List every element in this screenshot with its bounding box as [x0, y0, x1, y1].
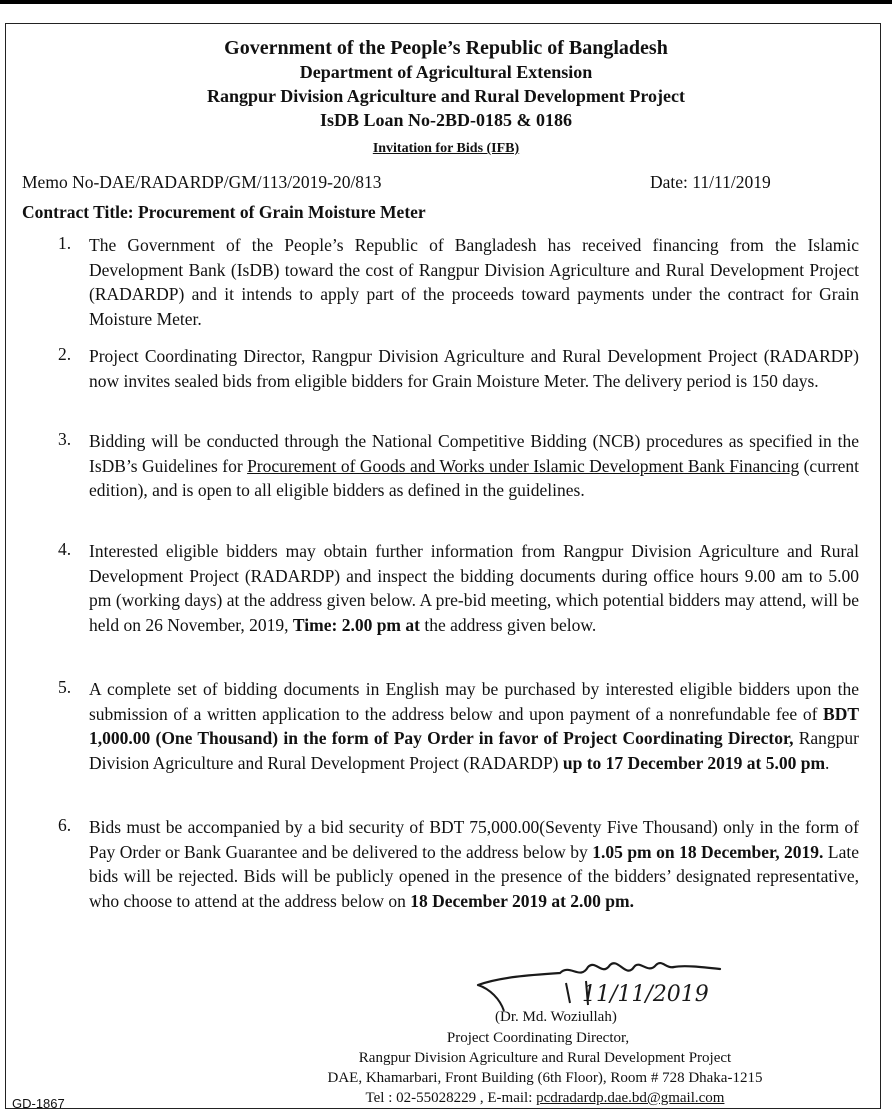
list-item-5: A complete set of bidding documents in English may be purchased by interested eligible bidders upon the submission of a written application to the address below and upon payment of a nonrefundable fee of BDT 1,000.00 (One Thousand) in the form of Pay Order in favor of Project Coordinating Director, Rangpur Division Agriculture and Rural Development Project (RADARDP) up to 17 December 2019 at 5.00 pm.	[89, 679, 859, 773]
contract-title: Contract Title: Procurement of Grain Moisture Meter	[22, 202, 426, 222]
item-number: 1.	[58, 233, 72, 253]
signatory-address: DAE, Khamarbari, Front Building (6th Floor), Room # 728 Dhaka-1215	[327, 1070, 763, 1086]
header-government: Government of the People’s Republic of Bangladesh	[224, 37, 668, 59]
top-rule	[0, 0, 892, 4]
header-project: Rangpur Division Agriculture and Rural Development Project	[207, 86, 685, 106]
svg-text:11/11/2019: 11/11/2019	[582, 982, 709, 1007]
header-department: Department of Agricultural Extension	[299, 62, 593, 82]
item-number: 2.	[58, 344, 72, 364]
item-number: 3.	[58, 429, 72, 449]
ifb-title: Invitation for Bids (IFB)	[372, 141, 520, 156]
memo-date: Date: 11/11/2019	[650, 172, 771, 192]
header-loan: IsDB Loan No-2BD-0185 & 0186	[319, 110, 573, 130]
signatory-name: (Dr. Md. Woziullah)	[495, 1009, 617, 1025]
list-item-6: Bids must be accompanied by a bid security of BDT 75,000.00(Seventy Five Thousand) only in the form of Pay Order or Bank Guarantee and be delivered to the address below by 1.05 pm on 18 December, 2019. Late bids will be rejected. Bids will be publicly opened in the presence of the bidders’ designated representative, who choose to attend at the address below on 18 December 2019 at 2.00 pm.	[89, 817, 859, 911]
reference-code: GD-1867	[12, 1096, 65, 1111]
list-item-3: Bidding will be conducted through the National Competitive Bidding (NCB) procedures as specified in the IsDB’s Guidelines for Procurement of Goods and Works under Islamic Development Bank Financing (current edition), and is open to all eligible bidders as defined in the guidelines.	[89, 431, 859, 500]
item-number: 5.	[58, 677, 72, 697]
email-link[interactable]: pcdradardp.dae.bd@gmail.com	[536, 1090, 725, 1106]
signatory-contact: Tel : 02-55028229 , E-mail: pcdradardp.dae.bd@gmail.com	[365, 1090, 725, 1106]
signatory-title: Project Coordinating Director,	[446, 1030, 630, 1046]
signatory-project: Rangpur Division Agriculture and Rural Development Project	[358, 1050, 732, 1066]
item-number: 6.	[58, 815, 72, 835]
list-item-4: Interested eligible bidders may obtain further information from Rangpur Division Agriculture and Rural Development Project (RADARDP) and inspect the bidding documents during office hours 9.00 am to 5.00 pm (working days) at the address given below. A pre-bid meeting, which potential bidders may attend, will be held on 26 November, 2019, Time: 2.00 pm at the address given below.	[89, 541, 859, 635]
memo-number: Memo No-DAE/RADARDP/GM/113/2019-20/813	[22, 172, 382, 192]
guidelines-title: Procurement of Goods and Works under Islamic Development Bank Financing	[247, 455, 800, 476]
item-number: 4.	[58, 539, 72, 559]
list-item-2: Project Coordinating Director, Rangpur Division Agriculture and Rural Development Project (RADARDP) now invites sealed bids from eligible bidders for Grain Moisture Meter. The delivery period is 150 days.	[89, 346, 859, 391]
list-item-1: The Government of the People’s Republic of Bangladesh has received financing from the Islamic Development Bank (IsDB) toward the cost of Rangpur Division Agriculture and Rural Development Project (RADARDP) and it intends to apply part of the proceeds toward payments under the contract for Grain Moisture Meter.	[89, 235, 859, 329]
signature-scribble	[470, 955, 730, 1017]
